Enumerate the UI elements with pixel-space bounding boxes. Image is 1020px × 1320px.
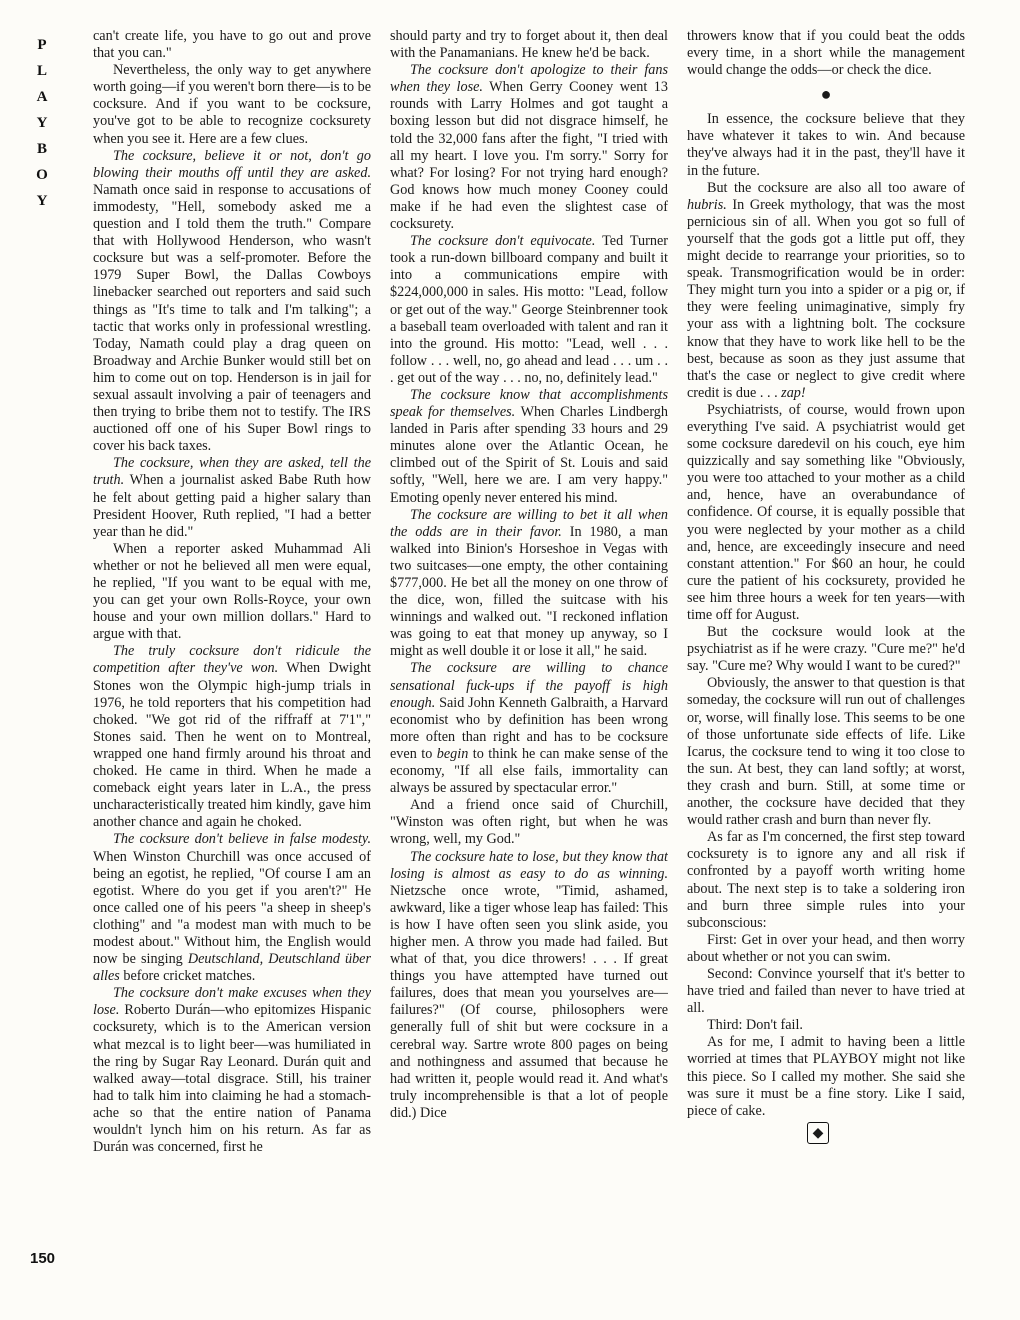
article-column-3 [687, 28, 965, 1278]
magazine-name-letter: B [36, 141, 47, 157]
article-paragraph: The cocksure, when they are asked, tell the truth. When a journalist asked Babe Ruth how he felt about getting paid a higher salary than President Hoover, Ruth replied, "I had a better year than he did." [93, 455, 371, 540]
magazine-name-letter: O [36, 167, 48, 183]
article-paragraph: can't create life, you have to go out and prove that you can." [93, 28, 371, 62]
article-paragraph: The cocksure are willing to chance sensational fuck-ups if the payoff is high enough. Said John Kenneth Galbraith, a Harvard economist who by definition has been wrong more often than right and has to be cocksure even to begin to think he can make sense of the economy, "If all else fails, immortality can always be assured by spectacular error." [390, 660, 668, 797]
article-paragraph: Third: Don't fail. [707, 1017, 803, 1034]
article-column-2 [390, 28, 668, 1278]
article-paragraph: First: Get in over your head, and then worry about whether or not you can swim. [687, 931, 965, 965]
magazine-name-letter: Y [36, 193, 48, 209]
rabbit-head-icon: ◆ [807, 1122, 829, 1144]
article-paragraph: The cocksure know that accomplishments speak for themselves. When Charles Lindbergh landed in Paris after spending 33 hours and 29 minutes alone over the Atlantic Ocean, he climbed out of the Spirit of St. Louis and said softly, "Well, here we are. I am very happy." Emoting openly never entered his mind. [390, 386, 668, 506]
article-paragraph: The cocksure, believe it or not, don't go blowing their mouths off until they are asked. Namath once said in response to accusations of immodesty, "Hell, somebody asked me a question and I told them the truth." Compare that with Hollywood Henderson, who wasn't cocksure but was a self-promoter. Before the 1979 Super Bowl, the Dallas Cowboys linebacker searched out reporters and said such things as "It's time to talk and I'm talking"; a tactic that works only in professional wrestling. Today, Namath could play a drag queen on Broadway and Archie Bunker would still bet on him to come out on top. Henderson is in jail for sexual assault involving a pair of teenagers and then trying to bribe them not to testify. The IRS auctioned off one of his Super Bowl rings to cover his back taxes. [93, 147, 371, 455]
article-paragraph: throwers know that if you could beat the odds every time, in a short while the management would change the odds—or check the dice. [687, 28, 965, 79]
article-paragraph: The cocksure don't apologize to their fans when they lose. When Gerry Cooney went 13 rounds with Larry Holmes and got taught a boxing lesson but did not disgrace himself, he told the 32,000 fans after the fight, "I tried with all my heart. I love you. I'm sorry." Sorry for what? For losing? For not trying hard enough? God knows how much money Cooney could make if he had even the slightest case of cocksurety. [390, 62, 668, 233]
article-paragraph: Nevertheless, the only way to get anywhere worth going—if you weren't born there—is to be cocksure. And if you want to be cocksure, you've got to be able to recognize cocksurety when you see it. Here are a few clues. [93, 62, 371, 147]
magazine-name-letter: A [36, 89, 48, 105]
magazine-name-vertical [30, 32, 54, 214]
article-paragraph: The cocksure are willing to bet it all when the odds are in their favor. In 1980, a man walked into Binion's Horseshoe in Vegas with two suitcases—one empty, the other containing $777,000. He bet all the money on one throw of the dice, won, filled the suitcase with his winnings and walked out. "I reckoned inflation was going to eat that money up anyway, so I might as well double it or lose it all," he said. [390, 506, 668, 660]
article-paragraph: The cocksure hate to lose, but they know that losing is almost as easy to do as winning. Nietzsche once wrote, "Timid, ashamed, awkward, like a tiger whose leap has failed: This is how I have often seen you slink aside, you higher men. A throw you made had failed. But what of that, you dice throwers! . . . If great things you have attempted have turned out failures, does that mean you yourselves are—failures?" (Of course, philosophers were generally full of shit but were cocksure in a cerebral way. Sartre wrote 800 pages on being and nothingness and assumed that because he had written it, people would read it. And what's truly incomprehensible is that a lot of people did.) Dice [390, 848, 668, 1121]
article-paragraph: And a friend once said of Churchill, "Winston was often right, but when he was wrong, well, my God." [390, 797, 668, 848]
article-paragraph: The cocksure don't make excuses when they lose. Roberto Durán—who epitomizes Hispanic cocksurety, which is to the American version what mezcal is to light beer—was humiliated in the ring by Sugar Ray Leonard. Durán quit and walked away—total disgrace. Still, his trainer had to talk him into claiming he had a stomach-ache so that the entire nation of Panama wouldn't lynch him on his return. As far as Durán was concerned, first he [93, 985, 371, 1156]
article-paragraph: Second: Convince yourself that it's better to have tried and failed than never to have tried at all. [687, 965, 965, 1017]
article-paragraph: Psychiatrists, of course, would frown upon everything I've said. A psychiatrist would get some cocksure daredevil on his couch, eye him quizzically and say something like "Obviously, you were too attached to your mother as a child and, hence, have an overabundance of confidence. Of course, it is equally possible that you were neglected by your mother as a child and, hence, are exceedingly insecure and need constant attention." For $60 an hour, he could cure the patient of his cocksurety, provided he see him three hours a week for ten years—with time off for August. [687, 401, 965, 623]
article-column-1 [93, 28, 371, 1278]
article-paragraph: But the cocksure would look at the psychiatrist as if he were crazy. "Cure me?" he'd say. "Cure me? Why would I want to be cured?" [687, 624, 965, 675]
article-paragraph: As far as I'm concerned, the first step toward cocksurety is to ignore any and all risk if confronted by a payoff worth writing home about. The next step is to take a soldering iron and burn three simple rules into your subconscious: [687, 829, 965, 931]
page-number: 150 [30, 1250, 56, 1267]
article-paragraph: But the cocksure are also all too aware of hubris. In Greek mythology, that was the most pernicious sin of all. When you got so full of yourself that the gods got a little put off, they might decide to rearrange your priorities, so to speak. Transmogrification would be in order: They might turn you into a spider or a pig or, if they were feeling unimaginative, simply fry your ass with a lightning bolt. The cocksure know that they have to work like hell to be the best, because as soon as they just assume that that's the case or neglect to give credit where credit is due . . . zap! [687, 179, 965, 401]
article-paragraph: The truly cocksure don't ridicule the competition after they've won. When Dwight Stones won the Olympic high-jump trials in 1976, he told reporters that his competition had choked. "We got rid of the riffraff at 7'1"," Stones said. Then he went on to Montreal, wrapped one hand firmly around his throat and choked. He came in third. When he made a comeback eight years later in L.A., the press uncharacteristically treated him kindly, gave him another chance and again he choked. [93, 643, 371, 831]
magazine-name-letter: L [36, 63, 47, 79]
magazine-name-letter: P [37, 37, 47, 53]
article-column-3-body [687, 111, 965, 1120]
article-paragraph: The cocksure don't equivocate. Ted Turner took a run-down billboard company and built it into a communications empire with $224,000,000 in sales. His motto: "Lead, follow or get out of the way." George Steinbrenner took a baseball team overloaded with talent and ran it into the ground. His motto: "Lead, well . . . follow . . . well, no, go ahead and lead . . . um . . . get out of the way . . . no, no, definitely lead." [390, 233, 668, 386]
article-paragraph: In essence, the cocksure believe that they have whatever it takes to win. And because they've always had it in the past, they'll have it in the future. [687, 111, 965, 179]
article-paragraph: When a reporter asked Muhammad Ali whether or not he believed all men were equal, he replied, "If you want to be equal with me, you can get your own Rolls-Royce, your own house and your own million dollars." Hard to argue with that. [93, 540, 371, 643]
article-paragraph: As for me, I admit to having been a little worried at times that PLAYBOY might not like this piece. So I called my mother. She said she was sure it must be a fine story. Like I said, piece of cake. [687, 1034, 965, 1119]
article-column-3-top [687, 28, 965, 79]
article-paragraph: The cocksure don't believe in false modesty. When Winston Churchill was once accused of being an egotist, he replied, "Of course I am an egotist. Where do you get if you aren't?" He once called one of his peers "a sheep in sheep's clothing" and "a modest man with much to be modest about." Without him, the English would now be singing Deutschland, Deutschland über alles before cricket matches. [93, 831, 371, 985]
magazine-name-letter: Y [36, 115, 48, 131]
article-paragraph: should party and try to forget about it, then deal with the Panamanians. He knew he'd be back. [390, 28, 668, 62]
section-break-dingbat: ● [820, 84, 832, 105]
article-paragraph: Obviously, the answer to that question is that someday, the cocksure will run out of challenges or, worse, will finally lose. This seems to be one of those unfortunate side effects of life. Like Icarus, the cocksure tend to wing it too close to the sun. At best, they can land softly; at worst, they crash and burn. Still, at some time or another, the cocksure have decided that they would rather crash and burn than never fly. [687, 675, 965, 829]
